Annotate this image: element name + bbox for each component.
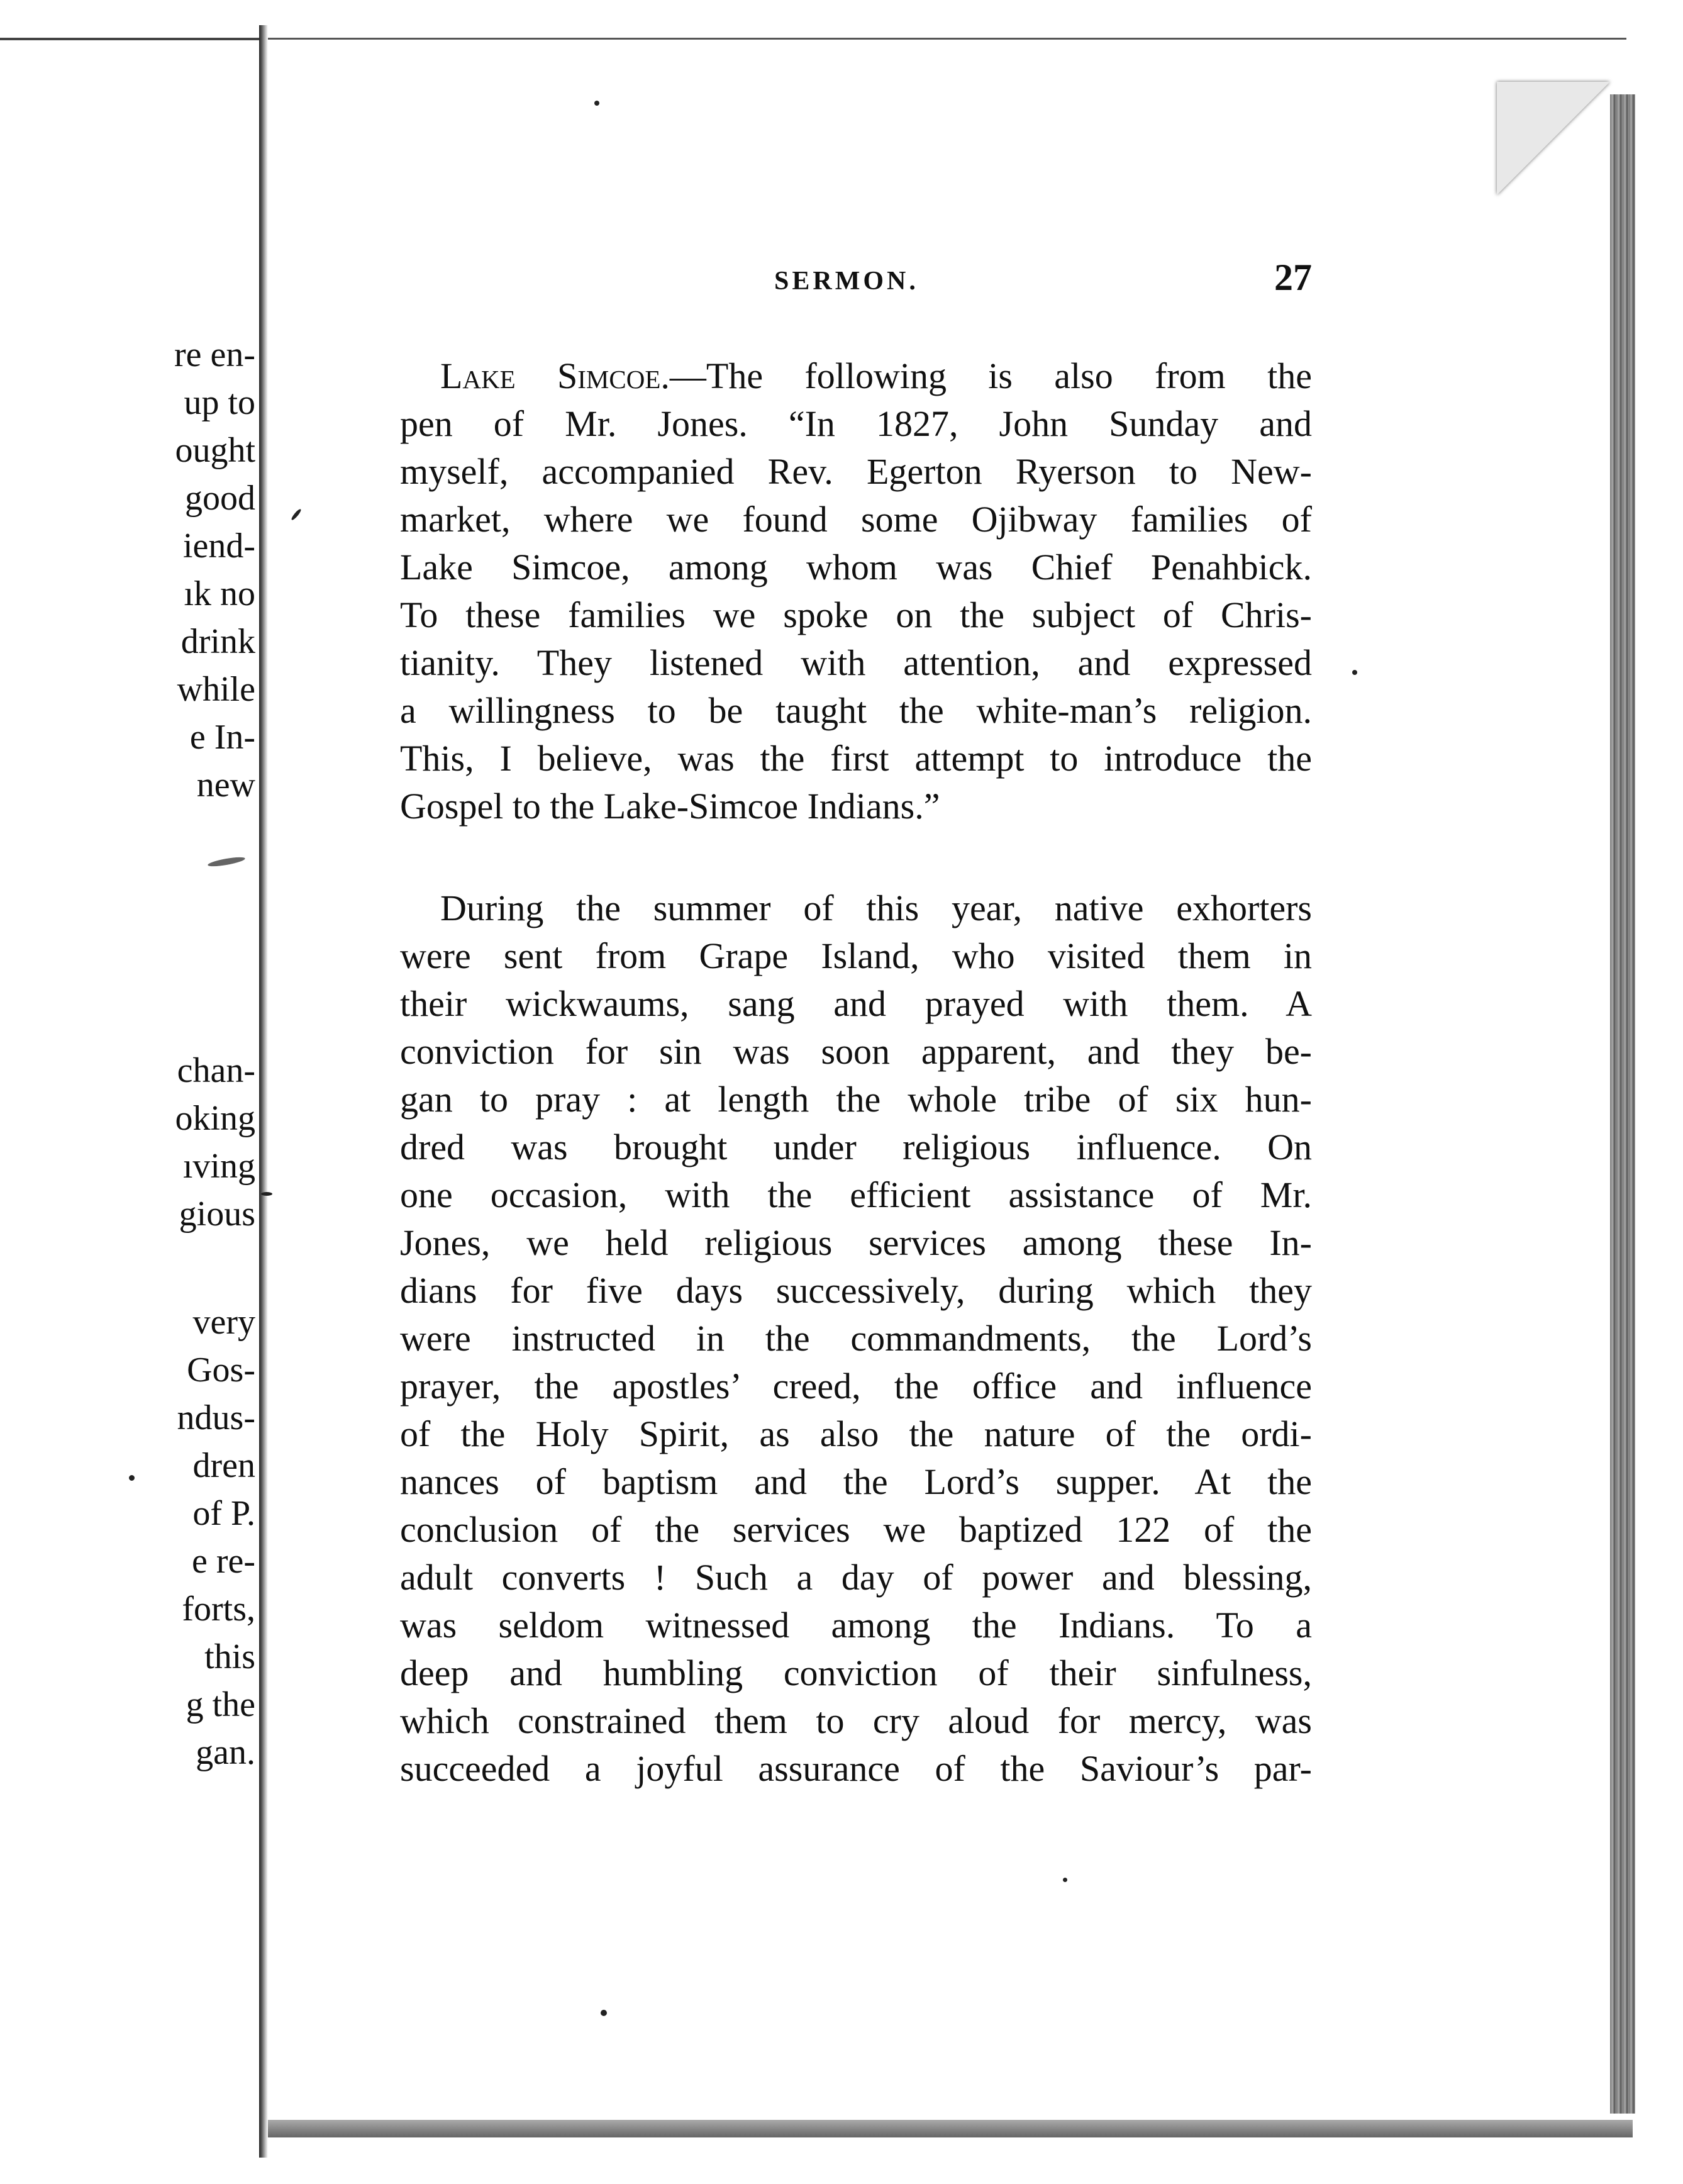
text-line: Lake Simcoe, among whom was Chief Penahbick. <box>400 547 1312 588</box>
print-speck <box>129 1475 135 1481</box>
left-fragment: oking <box>175 1099 255 1138</box>
paragraph <box>400 884 1312 1793</box>
left-fragment: Gos- <box>187 1351 255 1390</box>
body-text <box>400 352 1312 1793</box>
text-line: one occasion, with the efficient assistance of Mr. <box>400 1174 1312 1215</box>
text-line: a willingness to be taught the white-man’s religion. <box>400 690 1312 731</box>
section-lead-in: Lake Simcoe.— <box>440 355 706 396</box>
text-line: conviction for sin was soon apparent, and they be- <box>400 1031 1312 1072</box>
text-line: dred was brought under religious influence. On <box>400 1127 1312 1167</box>
text-line: Jones, we held religious services among these In- <box>400 1222 1312 1263</box>
left-fragment: new <box>196 766 255 805</box>
folded-corner <box>1497 82 1610 195</box>
running-head: SERMON. <box>774 267 919 296</box>
text-line: prayer, the apostles’ creed, the office and influence <box>400 1366 1312 1407</box>
text-line: their wickwaums, sang and prayed with them. A <box>400 983 1312 1024</box>
left-fragment: e re- <box>191 1542 255 1581</box>
text-line: adult converts ! Such a day of power and blessing, <box>400 1557 1312 1598</box>
text-line: succeeded a joyful assurance of the Saviour’s par- <box>400 1748 1312 1789</box>
text-line: myself, accompanied Rev. Egerton Ryerson to New- <box>400 451 1312 492</box>
text-line: Gospel to the Lake-Simcoe Indians.” <box>400 786 940 827</box>
left-fragment: ıving <box>182 1147 255 1186</box>
left-fragment: forts, <box>182 1590 255 1629</box>
text-line <box>400 352 1312 400</box>
page-edge-bottom <box>268 2120 1633 2137</box>
left-fragment: gious <box>179 1195 255 1234</box>
page-number: 27 <box>1274 257 1312 298</box>
left-fragment: chan- <box>177 1051 255 1090</box>
text-line: deep and humbling conviction of their sinfulness, <box>400 1652 1312 1693</box>
text-line: market, where we found some Ojibway families of <box>400 499 1312 540</box>
text-line: conclusion of the services we baptized 122 of the <box>400 1509 1312 1550</box>
paragraph-gap <box>400 830 1312 884</box>
left-fragment: ndus- <box>177 1398 255 1437</box>
left-fragment: this <box>204 1637 255 1676</box>
text-line: were sent from Grape Island, who visited them in <box>400 935 1312 976</box>
text-line: To these families we spoke on the subject of Chris- <box>400 594 1312 635</box>
left-fragment: up to <box>184 383 255 422</box>
left-fragment: re en- <box>174 335 255 374</box>
text-line: gan to pray : at length the whole tribe of six hun- <box>400 1079 1312 1120</box>
left-fragment: g the <box>186 1685 255 1724</box>
left-facing-page <box>0 38 259 2160</box>
page-header <box>400 257 1312 305</box>
left-fragment: very <box>192 1303 255 1342</box>
line-text: The following is also from the <box>706 355 1312 396</box>
text-line: During the summer of this year, native exhorters <box>440 888 1312 928</box>
left-fragment: iend- <box>182 526 255 566</box>
left-fragment: gan. <box>196 1733 255 1772</box>
text-line: of the Holy Spirit, as also the nature of the ordi- <box>400 1413 1312 1454</box>
left-fragment: while <box>177 670 255 709</box>
text-line: dians for five days successively, during which they <box>400 1270 1312 1311</box>
left-fragment: e In- <box>189 718 255 757</box>
text-line: which constrained them to cry aloud for mercy, was <box>400 1700 1312 1741</box>
text-line: This, I believe, was the first attempt to introduce the <box>400 738 1312 779</box>
text-line: tianity. They listened with attention, and expressed <box>400 642 1312 683</box>
book-gutter <box>259 25 268 2158</box>
paragraph <box>400 352 1312 830</box>
left-fragment: of P. <box>192 1494 255 1533</box>
print-speck <box>594 101 599 106</box>
left-fragment: drink <box>181 622 255 661</box>
left-fragment: ık no <box>184 574 255 613</box>
print-speck <box>601 2010 607 2016</box>
left-fragment: ought <box>175 431 255 470</box>
text-line: nances of baptism and the Lord’s supper. At the <box>400 1461 1312 1502</box>
text-line: pen of Mr. Jones. “In 1827, John Sunday and <box>400 403 1312 444</box>
left-fragment: good <box>185 479 255 518</box>
print-speck <box>1063 1878 1067 1882</box>
page-edge <box>1610 94 1635 2114</box>
text-line: was seldom witnessed among the Indians. To a <box>400 1605 1312 1646</box>
left-fragment: dren <box>192 1446 255 1485</box>
print-speck <box>261 1192 272 1196</box>
text-line: were instructed in the commandments, the Lord’s <box>400 1318 1312 1359</box>
print-speck <box>1352 670 1357 675</box>
